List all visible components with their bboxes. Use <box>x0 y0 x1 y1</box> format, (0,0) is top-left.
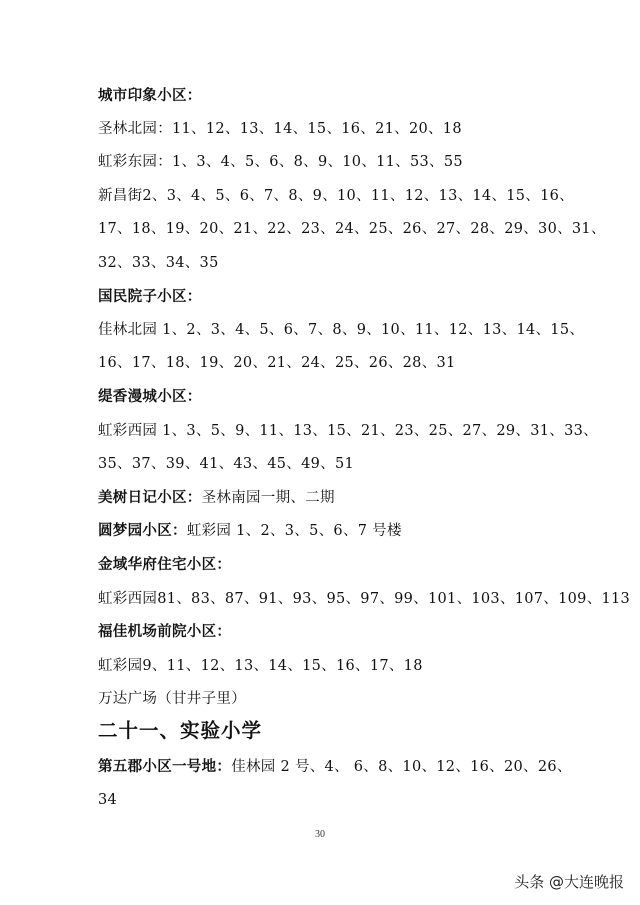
address-line: 17、18、19、20、21、22、23、24、25、26、27、28、29、30、31、 <box>98 221 606 237</box>
address-line: 虹彩西园 1、3、5、9、11、13、15、21、23、25、27、29、31、33、 <box>98 423 598 439</box>
address-line: 35、37、39、41、43、45、49、51 <box>98 456 355 472</box>
section-heading-chengshi-yinxiang: 城市印象小区： <box>98 88 202 104</box>
section-heading-jinyu-huafu: 金域华府住宅小区： <box>98 557 232 573</box>
address-line: 万达广场（甘井子里） <box>98 691 246 707</box>
address-line: 虹彩园9、11、12、13、14、15、16、17、18 <box>98 658 423 674</box>
section-heading-yuanmeng-yuan: 圆梦园小区： <box>98 523 187 539</box>
address-text: 虹彩园 1、2、3、5、6、7 号楼 <box>186 523 402 539</box>
chapter-title-shiyan-xiaoxue: 二十一、实验小学 <box>98 719 263 742</box>
address-line: 32、33、34、35 <box>98 255 219 271</box>
address-line: 佳林北园 1、2、3、4、5、6、7、8、9、10、11、12、13、14、15、 <box>98 322 585 338</box>
address-line: 34 <box>98 792 118 808</box>
section-heading-fujia-jichang: 福佳机场前院小区： <box>98 624 232 640</box>
address-line: 16、17、18、19、20、21、24、25、26、28、31 <box>98 355 456 371</box>
section-line-meishu-riji <box>98 488 335 508</box>
address-text: 圣林南园一期、二期 <box>201 490 335 506</box>
section-heading-diwujun: 第五郡小区一号地： <box>98 759 232 775</box>
watermark-text: 头条 @大连晚报 <box>514 873 624 891</box>
section-heading-guomin-yuanzi: 国民院子小区： <box>98 289 202 305</box>
page-number: 30 <box>315 829 325 840</box>
address-line: 虹彩东园：1、3、4、5、6、8、9、10、11、53、55 <box>98 154 463 170</box>
section-heading-meishu-riji: 美树日记小区： <box>98 490 202 506</box>
address-line: 虹彩西园81、83、87、91、93、95、97、99、101、103、107、109、113 <box>98 591 631 607</box>
section-line-diwujun <box>98 757 572 777</box>
address-line: 圣林北园：11、12、13、14、15、16、21、20、18 <box>98 121 462 137</box>
address-text: 佳林园 2 号、4、 6、8、10、12、16、20、26、 <box>231 759 572 775</box>
section-line-yuanmeng-yuan <box>98 521 402 541</box>
address-line: 新昌街2、3、4、5、6、7、8、9、10、11、12、13、14、15、16、 <box>98 188 574 204</box>
section-heading-tixiang-mancheng: 缇香漫城小区： <box>98 389 202 405</box>
